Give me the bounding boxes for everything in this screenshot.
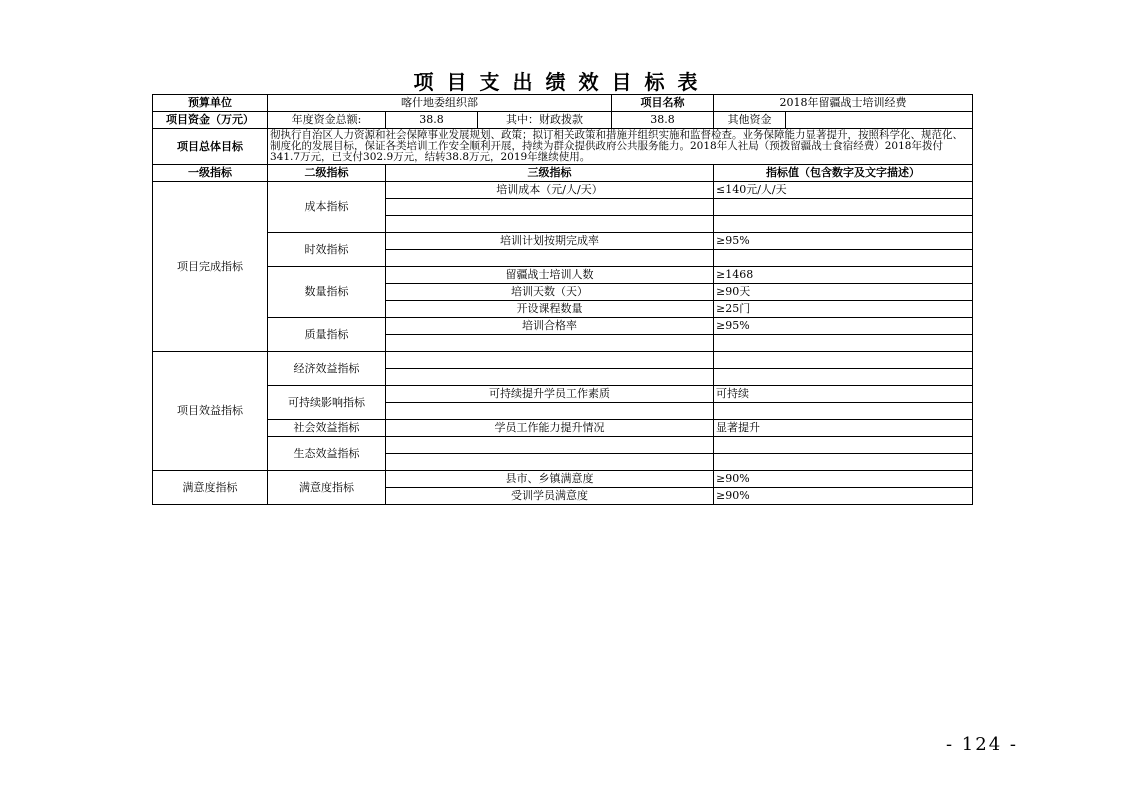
page-number: - 124 - bbox=[946, 734, 1018, 755]
indicator-value: ≥95% bbox=[714, 318, 973, 335]
indicator-name: 可持续提升学员工作素质 bbox=[386, 386, 714, 403]
indicator-value: ≥25门 bbox=[714, 301, 973, 318]
indicator-name bbox=[386, 403, 714, 420]
col-header-level1: 一级指标 bbox=[153, 165, 268, 182]
page-title: 项目支出绩效目标表 bbox=[413, 70, 711, 94]
level2-satisfaction: 满意度指标 bbox=[268, 471, 386, 505]
funds-label: 项目资金（万元） bbox=[153, 112, 268, 129]
indicator-value: ≤140元/人/天 bbox=[714, 182, 973, 199]
row-column-headers bbox=[153, 165, 973, 182]
level2-social: 社会效益指标 bbox=[268, 420, 386, 437]
table-row bbox=[153, 267, 973, 284]
overall-goal-text: 彻执行自治区人力资源和社会保障事业发展规划、政策；拟订相关政策和措施并组织实施和监督检查。业务保障能力显著提升，按照科学化、规范化、制度化的发展目标，保证各类培训工作安全顺利开展，持续为群众提供政府公共服务能力。2018年人社局（预拨留疆战士食宿经费）2018年拨付341.7万元，已支付302.9万元，结转38.8万元，2019年继续使用。 bbox=[268, 129, 973, 165]
indicator-name: 县市、乡镇满意度 bbox=[386, 471, 714, 488]
project-name-value: 2018年留疆战士培训经费 bbox=[714, 95, 973, 112]
indicator-value: 显著提升 bbox=[714, 420, 973, 437]
indicator-name: 留疆战士培训人数 bbox=[386, 267, 714, 284]
indicator-value bbox=[714, 250, 973, 267]
indicator-value bbox=[714, 454, 973, 471]
indicator-name bbox=[386, 335, 714, 352]
row-overall-goal bbox=[153, 129, 973, 165]
budget-unit-value: 喀什地委组织部 bbox=[268, 95, 612, 112]
indicator-name bbox=[386, 250, 714, 267]
level1-satisfaction: 满意度指标 bbox=[153, 471, 268, 505]
indicator-value bbox=[714, 335, 973, 352]
indicator-name bbox=[386, 199, 714, 216]
level2-quality: 质量指标 bbox=[268, 318, 386, 352]
indicator-name: 培训合格率 bbox=[386, 318, 714, 335]
other-funds-label: 其他资金 bbox=[714, 112, 786, 129]
table-row bbox=[153, 352, 973, 369]
annual-total-value: 38.8 bbox=[386, 112, 478, 129]
indicator-value: ≥1468 bbox=[714, 267, 973, 284]
table-row bbox=[153, 420, 973, 437]
table-row bbox=[153, 318, 973, 335]
level2-quantity: 数量指标 bbox=[268, 267, 386, 318]
indicator-name bbox=[386, 437, 714, 454]
level1-benefit: 项目效益指标 bbox=[153, 352, 268, 471]
row-budget-unit bbox=[153, 95, 973, 112]
indicator-value: ≥90% bbox=[714, 488, 973, 505]
annual-total-label: 年度资金总额: bbox=[268, 112, 386, 129]
indicator-name bbox=[386, 216, 714, 233]
col-header-level3: 三级指标 bbox=[386, 165, 714, 182]
indicator-name bbox=[386, 454, 714, 471]
level2-ecological: 生态效益指标 bbox=[268, 437, 386, 471]
table-row bbox=[153, 233, 973, 250]
row-funds bbox=[153, 112, 973, 129]
level2-cost: 成本指标 bbox=[268, 182, 386, 233]
indicator-value: ≥90天 bbox=[714, 284, 973, 301]
indicator-value bbox=[714, 352, 973, 369]
col-header-level2: 二级指标 bbox=[268, 165, 386, 182]
performance-target-table bbox=[152, 94, 973, 505]
overall-goal-label: 项目总体目标 bbox=[153, 129, 268, 165]
indicator-value bbox=[714, 437, 973, 454]
fiscal-value: 38.8 bbox=[612, 112, 714, 129]
indicator-name: 培训计划按期完成率 bbox=[386, 233, 714, 250]
table-row bbox=[153, 471, 973, 488]
level2-economic: 经济效益指标 bbox=[268, 352, 386, 386]
indicator-value bbox=[714, 403, 973, 420]
table-row bbox=[153, 182, 973, 199]
table-row bbox=[153, 437, 973, 454]
indicator-name: 学员工作能力提升情况 bbox=[386, 420, 714, 437]
indicator-value bbox=[714, 199, 973, 216]
table-row bbox=[153, 386, 973, 403]
col-header-value: 指标值（包含数字及文字描述） bbox=[714, 165, 973, 182]
indicator-value bbox=[714, 216, 973, 233]
other-funds-value bbox=[786, 112, 973, 129]
indicator-name bbox=[386, 352, 714, 369]
level1-completion: 项目完成指标 bbox=[153, 182, 268, 352]
indicator-value: ≥95% bbox=[714, 233, 973, 250]
level2-sustainable: 可持续影响指标 bbox=[268, 386, 386, 420]
indicator-name: 开设课程数量 bbox=[386, 301, 714, 318]
indicator-value: 可持续 bbox=[714, 386, 973, 403]
project-name-label: 项目名称 bbox=[612, 95, 714, 112]
indicator-name: 培训成本（元/人/天） bbox=[386, 182, 714, 199]
fiscal-label: 其中：财政拨款 bbox=[478, 112, 612, 129]
indicator-name bbox=[386, 369, 714, 386]
indicator-value bbox=[714, 369, 973, 386]
indicator-name: 培训天数（天） bbox=[386, 284, 714, 301]
level2-timeliness: 时效指标 bbox=[268, 233, 386, 267]
budget-unit-label: 预算单位 bbox=[153, 95, 268, 112]
indicator-value: ≥90% bbox=[714, 471, 973, 488]
indicator-name: 受训学员满意度 bbox=[386, 488, 714, 505]
